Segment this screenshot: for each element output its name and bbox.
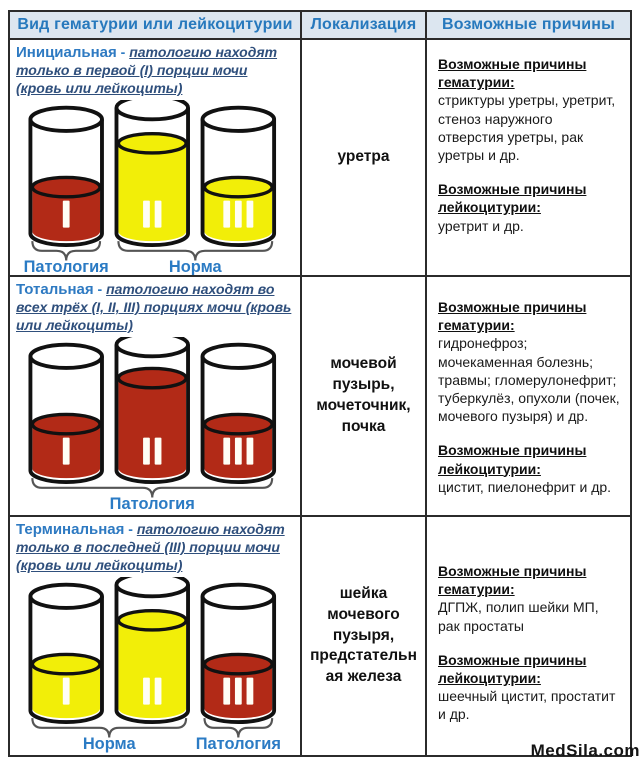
row-terminal-name: Терминальная [16,521,125,538]
liquid-surface [204,177,272,196]
liquid-surface [204,414,272,433]
row-total-name: Тотальная [16,281,94,298]
portion-mark [63,201,70,228]
row-initial-name: Инициальная [16,44,117,61]
beaker-diagram-terminal [16,577,302,753]
leukocyturia-causes-title: Возможные причины лейкоцитурии: [438,442,587,477]
group-label: Норма [168,258,222,276]
beaker-rim [203,345,275,368]
portion-mark [235,201,242,228]
row-initial-title [16,43,295,98]
portion-mark [155,438,162,465]
portion-mark [155,201,162,228]
group-label: Патология [195,735,281,753]
beaker-rim [116,100,188,119]
leukocyturia-causes-text: шеечный цистит, простатит и др. [438,688,616,723]
header-cell-causes: Возможные причины [427,12,630,40]
row-initial-localization: уретра [302,40,427,277]
portion-mark [235,678,242,705]
portion-mark [155,678,162,705]
beaker-diagram-total [16,337,302,513]
portion-mark [247,438,254,465]
row-total-type-cell [10,277,302,517]
portion-mark [143,201,150,228]
row-initial-type-cell [10,40,302,277]
liquid-surface [32,414,100,433]
leukocyturia-causes-text: уретрит и др. [438,217,524,234]
group-label: Норма [82,735,136,753]
beaker-rim [203,585,275,608]
beaker-rim [30,345,102,368]
row-terminal-causes [427,517,630,755]
row-total-title [16,280,295,335]
row-total-causes [427,277,630,517]
dash-separator: - [120,44,126,60]
liquid [118,143,186,241]
beaker-rim [30,108,102,131]
portion-mark [63,438,70,465]
row-terminal-description: патологию находят только в последней (III) порции мочи (кровь или лейкоциты) [16,521,285,574]
portion-mark [143,678,150,705]
liquid-surface [32,654,100,673]
portion-mark [143,438,150,465]
portion-mark [223,678,230,705]
liquid-surface [32,177,100,196]
leukocyturia-causes-text: цистит, пиелонефрит и др. [438,478,612,495]
beaker-diagram-initial [16,100,302,276]
liquid [118,378,186,478]
row-terminal-type-cell [10,517,302,755]
hematuria-causes-text: гидронефроз; мочекаменная болезнь; травмы; гломерулонефрит; туберкулёз, опухоли (почек, мочевого пузыря) и др. [438,335,620,425]
dash-separator: - [128,521,133,537]
hematuria-causes-text: стриктуры уретры, уретрит, стеноз наружного отверстия уретры, рак уретры и др. [438,92,616,163]
header-cell-localization: Локализация [302,12,427,40]
row-initial-description: патологию находят только в первой (I) порции мочи (кровь или лейкоциты) [16,44,278,97]
row-terminal-localization: шейка мочевого пузыря, предстательная железа [302,517,427,755]
portion-mark [247,201,254,228]
portion-mark [235,438,242,465]
row-initial-causes [427,40,630,277]
beaker-rim [116,577,188,596]
portion-mark [247,678,254,705]
group-label: Патология [109,495,195,513]
row-terminal-title [16,520,295,575]
beaker-rim [30,585,102,608]
row-total-description: патологию находят во всех трёх (I, II, III) порциях мочи (кровь или лейкоциты) [16,281,292,334]
group-label: Патология [23,258,109,276]
row-total-localization: мочевой пузырь, мочеточник, почка [302,277,427,517]
beaker-rim [116,337,188,356]
hematuria-causes-text: ДГПЖ, полип шейки МП, рак простаты [438,599,599,634]
header-cell-type: Вид гематурии или лейкоцитурии [10,12,302,40]
beaker-rim [203,108,275,131]
liquid [118,620,186,718]
medsila-watermark: MedSila.com [530,741,640,760]
portion-mark [223,438,230,465]
portion-mark [223,201,230,228]
liquid-surface [118,611,186,630]
hematuria-causes-title: Возможные причины гематурии: [438,56,587,91]
hematuria-causes-title: Возможные причины гематурии: [438,563,587,598]
hematuria-table [8,10,632,757]
leukocyturia-causes-title: Возможные причины лейкоцитурии: [438,181,587,216]
portion-mark [63,678,70,705]
liquid-surface [118,368,186,387]
liquid-surface [118,134,186,153]
hematuria-causes-title: Возможные причины гематурии: [438,299,587,334]
liquid-surface [204,654,272,673]
leukocyturia-causes-title: Возможные причины лейкоцитурии: [438,651,587,686]
dash-separator: - [97,281,103,297]
